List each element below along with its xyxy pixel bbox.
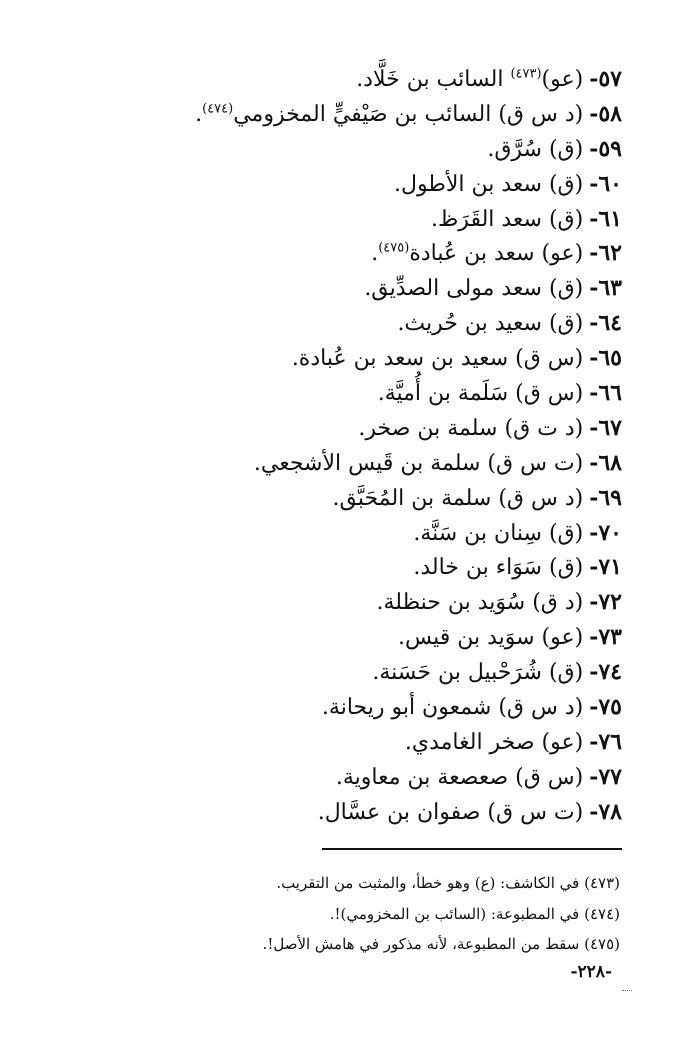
list-item (122, 236, 622, 271)
footnote-ref: (٤٧٣) (510, 66, 542, 82)
entry-text-end: . (195, 101, 203, 127)
entry-text: (ق) شُرَحْبيل بن حَسَنة. (372, 660, 584, 686)
entry-text: (ق) سعد القَرَظ. (430, 206, 584, 232)
entry-text: (ت س ق) سلمة بن قَيس الأشجعي. (253, 450, 584, 476)
entry-number: ٦٤- (589, 310, 622, 337)
entry-text: (ق) سُرَّق. (487, 136, 584, 162)
entry-number: ٦٩- (589, 484, 622, 511)
list-item (122, 271, 622, 306)
list-item (122, 341, 622, 376)
footnote-item: (٤٧٣) في الكاشف: (ع) وهو خطأ، والمثبت من التقريب. (276, 874, 620, 892)
list-item (122, 516, 622, 551)
entry-text: (ق) سعد مولى الصدِّيق. (364, 276, 584, 302)
list-item (122, 411, 622, 446)
footnote-item: (٤٧٤) في المطبوعة: (السائب بن المخزومي)!. (329, 904, 620, 923)
entry-text: (عو) صخر الغامدي. (404, 729, 584, 755)
entry-text: (ق) سعيد بن حُريث. (397, 311, 584, 337)
list-item (122, 376, 622, 411)
entry-number: ٧٠- (589, 519, 622, 546)
footnote-list (80, 868, 620, 960)
entry-text: (عو) سوَيد بن قيس. (398, 625, 584, 651)
entry-number: ٥٨- (589, 100, 622, 127)
list-item (122, 202, 622, 237)
entry-number: ٦٧- (589, 414, 622, 441)
entry-number: ٧٣- (589, 624, 622, 651)
list-item (122, 795, 622, 830)
entry-number: ٥٩- (589, 135, 622, 162)
list-item (122, 690, 622, 725)
list-item (122, 167, 622, 202)
entry-text: (ق) سَوَاء بن خالد. (413, 555, 584, 581)
entry-number: ٧٦- (589, 728, 622, 755)
list-item (122, 725, 622, 760)
list-item (122, 97, 622, 132)
entry-text-end: . (371, 241, 379, 267)
entry-text: (ت س ق) صفوان بن عسَّال. (317, 799, 584, 825)
entry-number: ٧٤- (589, 659, 622, 686)
entry-number: ٦٥- (589, 345, 622, 372)
page-number: -٢٢٨- (570, 962, 612, 982)
entry-list (122, 62, 622, 830)
footnote-ref: (٤٧٤) (202, 101, 234, 117)
entry-text: (ق) سِنان بن سَنَّة. (413, 520, 584, 546)
list-item (122, 585, 622, 620)
list-item (122, 550, 622, 585)
entry-text: (ق) سعد بن الأطول. (394, 171, 584, 197)
list-item (122, 760, 622, 795)
footnote-item: (٤٧٥) سقط من المطبوعة، لأنه مذكور في هامش الأصل!. (262, 935, 620, 953)
entry-number: ٦٦- (589, 380, 622, 407)
entry-number: ٦٠- (589, 170, 622, 197)
entry-text: (د س ق) السائب بن صَيْفيٍّ المخزومي (233, 101, 584, 127)
entry-number: ٥٧- (589, 66, 622, 92)
entry-text: (د ق) سُوَيد بن حنظلة. (376, 590, 584, 616)
entry-text: (د س ق) شمعون أبو ريحانة. (321, 695, 584, 721)
entry-number: ٧٥- (589, 694, 622, 721)
list-item (122, 481, 622, 516)
entry-text: (عو) (541, 67, 584, 92)
entry-text: (د ت ق) سلمة بن صخر. (358, 415, 584, 441)
entry-text: (س ق) سعيد بن سعد بن عُبادة. (291, 346, 584, 372)
entry-text: (س ق) صعصعة بن معاوية. (335, 764, 584, 790)
entry-number: ٦٢- (589, 240, 622, 267)
entry-text-end: السائب بن خَلَّاد. (356, 67, 511, 92)
entry-number: ٧٨- (589, 798, 622, 825)
footnote-ref: (٤٧٥) (378, 241, 410, 257)
footnote-divider (322, 848, 622, 850)
entry-number: ٧٢- (589, 589, 622, 616)
entry-text: (د س ق) سلمة بن المُحَبَّق. (332, 485, 584, 511)
entry-text: (س ق) سَلَمة بن أُميَّة. (377, 381, 584, 407)
list-item (122, 446, 622, 481)
entry-number: ٧٧- (589, 763, 622, 790)
entry-number: ٦١- (589, 205, 622, 232)
list-item (122, 132, 622, 167)
list-item (122, 620, 622, 655)
list-item (122, 306, 622, 341)
scan-mark (622, 990, 632, 991)
entry-number: ٦٨- (589, 449, 622, 476)
entry-number: ٦٣- (589, 275, 622, 302)
entry-number: ٧١- (589, 554, 622, 581)
list-item (122, 62, 622, 97)
list-item (122, 655, 622, 690)
entry-text: (عو) سعد بن عُبادة (409, 241, 584, 267)
